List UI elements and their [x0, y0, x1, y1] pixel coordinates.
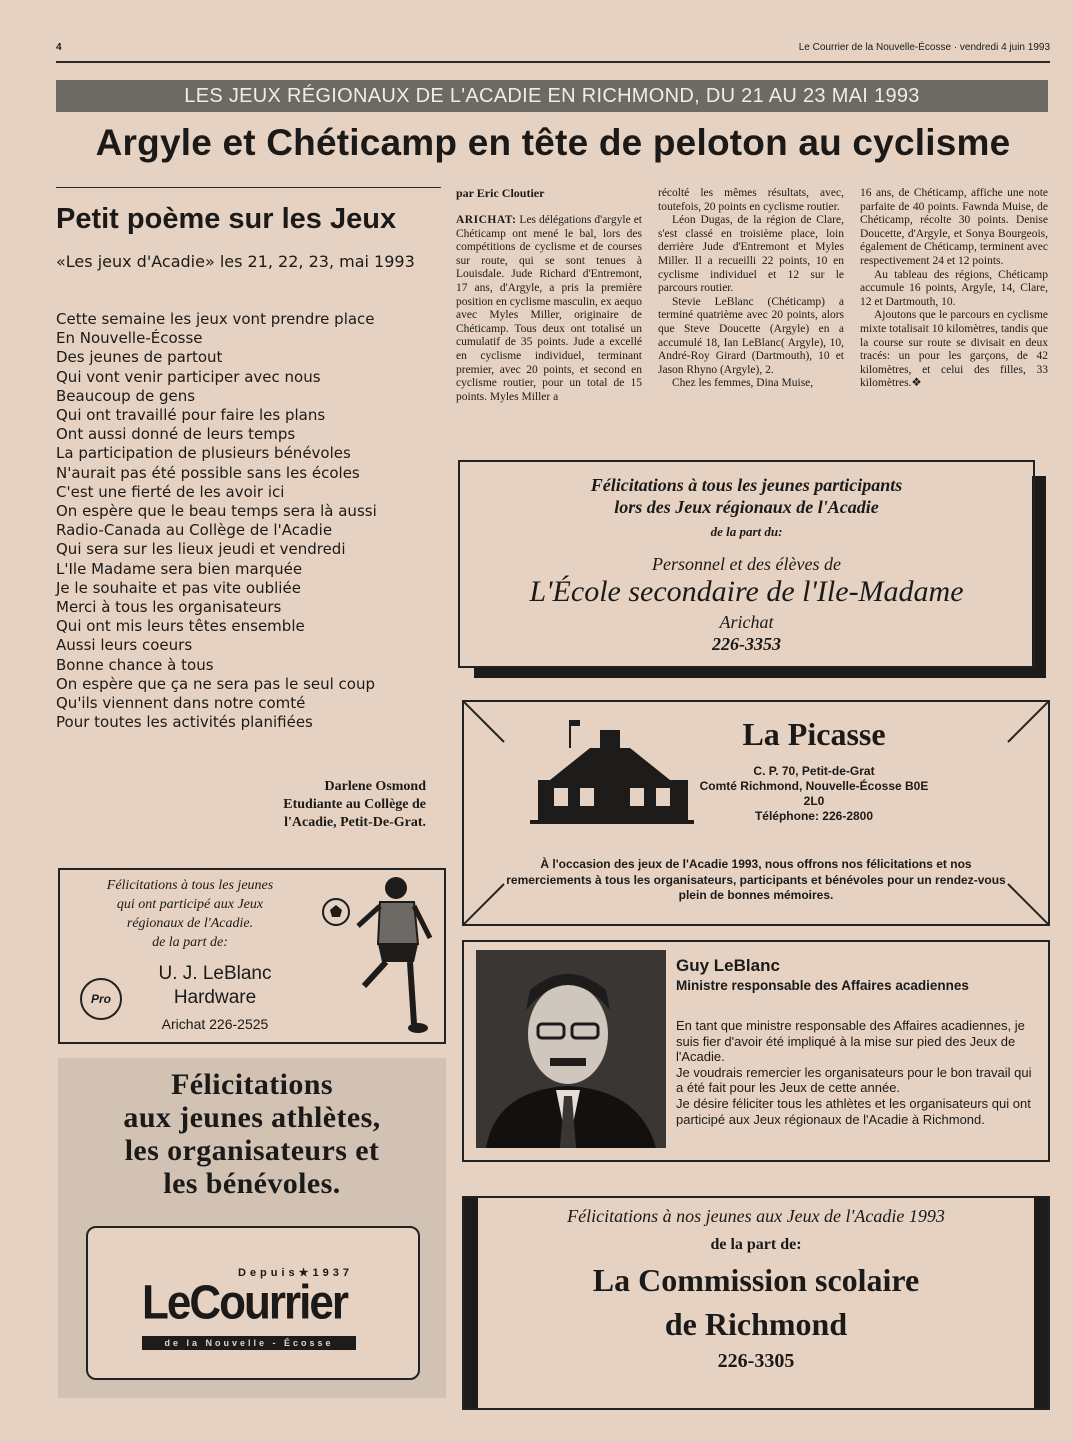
ad-line: aux jeunes athlètes,	[123, 1101, 381, 1134]
ad-person-name: Guy LeBlanc	[676, 956, 780, 975]
poem-line: Pour toutes les activités planifiées	[56, 713, 313, 732]
statement-paragraph: Je voudrais remercier les organisateurs pour le bon travail qui a été fait pour les Jeux de cette année.	[676, 1064, 1032, 1096]
ad-line: Félicitations	[171, 1068, 333, 1101]
page-number: 4	[56, 42, 62, 53]
poem-title: Petit poème sur les Jeux	[56, 203, 397, 235]
poem-line: Ont aussi donné de leurs temps	[56, 425, 296, 444]
poem-body	[56, 310, 446, 732]
ad-from: de la part de:	[710, 1236, 802, 1253]
article-paragraph: Chez les femmes, Dina Muise,	[672, 377, 814, 390]
ad-line: régionaux de l'Acadie.	[126, 916, 254, 931]
poem-line: Merci à tous les organisateurs	[56, 598, 282, 617]
ad-from: de la part du:	[710, 524, 783, 539]
ad-congrats-text	[58, 1068, 446, 1200]
signature-line: Etudiante au Collège de	[283, 797, 426, 812]
address-line: C. P. 70, Petit-de-Grat	[753, 764, 875, 778]
name-line: U. J. LeBlanc	[158, 963, 272, 984]
poem-line: Radio-Canada au Collège de l'Acadie	[56, 521, 333, 540]
ad-la-picasse	[462, 700, 1050, 926]
logo-wordmark: LeCourrier	[142, 1275, 347, 1330]
poem-line: Qui ont mis leurs têtes ensemble	[56, 617, 305, 636]
poem-line: Aussi leurs coeurs	[56, 636, 193, 655]
poem-rule	[56, 187, 441, 188]
headline: Argyle et Chéticamp en tête de peloton au cyclisme	[95, 122, 1011, 163]
soccer-player-icon	[318, 874, 438, 1036]
ad-staff: Personnel et des élèves de	[652, 554, 841, 574]
masthead	[56, 40, 1050, 58]
ad-congrats-text	[460, 474, 1033, 518]
poem-line: L'Ile Madame sera bien marquée	[56, 559, 303, 578]
article-paragraph: Ajoutons que le parcours en cyclisme mixte totalisait 10 kilomètres, tandis que la course sur route se divisait en deux tracés: un pour les garçons, de 42 kilomètres, et celui des filles, 33 kilomètres.❖	[860, 309, 1048, 390]
section-banner: LES JEUX RÉGIONAUX DE L'ACADIE EN RICHMOND, DU 21 AU 23 MAI 1993	[56, 80, 1048, 112]
poem-line: En Nouvelle-Écosse	[56, 329, 203, 348]
logo-subtitle: de la Nouvelle - Écosse	[142, 1336, 356, 1350]
address-line: Comté Richmond, Nouvelle-Écosse B0E 2L0	[699, 779, 929, 808]
house-icon	[530, 720, 694, 826]
article-byline: par Eric Cloutier	[456, 186, 545, 200]
article-column-1	[456, 214, 642, 404]
poem-line: Cette semaine les jeux vont prendre place	[56, 310, 375, 328]
address-line: Téléphone: 226-2800	[754, 809, 874, 823]
ad-business-name: La Picasse	[742, 716, 886, 752]
article-paragraph: Léon Dugas, de la région de Clare, s'est classé en troisième place, loin derrière Jude d'Entremont et Myles Miller. Il a recueilli 22 points, 10 en cyclisme individuel et 12 sur le parcours routier.	[658, 214, 844, 295]
ad-phone: 226-3305	[717, 1350, 795, 1372]
ad-person-title: Ministre responsable des Affaires acadiennes	[676, 978, 969, 993]
poem-line: Bonne chance à tous	[56, 655, 214, 674]
article-column-3	[860, 187, 1048, 391]
poem-line: On espère que le beau temps sera là aussi	[56, 502, 377, 521]
ad-guy-leblanc	[462, 940, 1050, 1162]
poem-line: Des jeunes de partout	[56, 348, 223, 367]
ad-school-name: L'École secondaire de l'Ile-Madame	[529, 575, 964, 608]
article-paragraph: 16 ans, de Chéticamp, affiche une note parfaite de 40 points. Fawnda Muise, de Chéticamp, récolte 30 points. Denise Doucette, d'Argyle, et Sonya Bourgeois, également de Chéticamp, terminent avec respectivement 24 et 12 points.	[860, 187, 1048, 267]
portrait-photo	[476, 950, 666, 1148]
ad-line: de la part de:	[152, 935, 228, 950]
poem-line: Qu'ils viennent dans notre comté	[56, 694, 306, 713]
statement-paragraph: En tant que ministre responsable des Affaires acadiennes, je suis fier d'avoir été impliqué à la mise sur pied des Jeux de l'Acadie.	[676, 1018, 1025, 1065]
poem-line: C'est une fierté de les avoir ici	[56, 482, 285, 501]
portrait-icon	[476, 950, 666, 1148]
poem-line: On espère que ça ne sera pas le seul coup	[56, 674, 376, 693]
ad-phone: Arichat 226-2525	[161, 1016, 269, 1032]
masthead-rule	[56, 61, 1050, 63]
poem-line: Qui ont travaillé pour faire les plans	[56, 406, 326, 425]
poem-line: La participation de plusieurs bénévoles	[56, 444, 351, 463]
ad-line: les organisateurs et	[124, 1134, 380, 1167]
ad-uj-leblanc-hardware	[58, 868, 446, 1044]
ad-line: Félicitations à tous les jeunes	[106, 878, 274, 893]
ad-line: qui ont participé aux Jeux	[116, 897, 264, 912]
article-paragraph: Au tableau des régions, Chéticamp accumule 16 points, Argyle, 14, Clare, 12 et Dartmouth, 10.	[860, 268, 1048, 308]
poem-line: Qui sera sur les lieux jeudi et vendredi	[56, 540, 346, 559]
ad-commission-scolaire	[462, 1196, 1050, 1410]
signature-line: l'Acadie, Petit-De-Grat.	[284, 815, 426, 830]
le-courrier-logo	[86, 1226, 420, 1380]
poem-line: N'aurait pas été possible sans les écoles	[56, 463, 360, 482]
ad-ecole-ile-madame	[458, 460, 1035, 668]
article-paragraph: Stevie LeBlanc (Chéticamp) a terminé quatrième avec 20 points, alors que Steve Doucette (Argyle) en a accumulé 18, Ian LeBlanc( Argyle), 10, André-Roy Girard (Dartmouth), 10 et Jason Rhyno (Argyle), 2.	[658, 295, 844, 376]
ad-organization-name	[464, 1258, 1048, 1346]
article-dateline: ARICHAT:	[456, 214, 517, 226]
ad-address	[694, 764, 934, 824]
pro-logo-icon: Pro	[80, 978, 122, 1020]
ad-line: les bénévoles.	[163, 1167, 341, 1200]
poem-line: Qui vont venir participer avec nous	[56, 367, 321, 386]
signature-line: Darlene Osmond	[324, 779, 426, 794]
poem-signature	[206, 778, 426, 832]
article-text: Les délégations d'argyle et Chéticamp ont mené le bal, lors des compétitions de cyclisme et de courses sur route, qui se sont tenues à Louisdale. Jude Richard d'Entremont, 17 ans, d'Argyle, a pris la première position en cyclisme masculin, ex aequo avec Myles Miller, originaire de Chéticamp. Tous deux ont totalisé un cumulatif de 35 points. Jude a excellé en cyclisme individuel, terminant premier, avec 20 points, et second en cyclisme routier, pour un total de 15 points. Myles Miller a	[456, 214, 642, 403]
poem-line: Beaucoup de gens	[56, 386, 196, 405]
poem-line: Je le souhaite et pas vite oubliée	[56, 578, 301, 597]
org-line: de Richmond	[664, 1306, 848, 1342]
ad-message: À l'occasion des jeux de l'Acadie 1993, nous offrons nos félicitations et nos remerciements à tous les organisateurs, participants et bénévoles pour un rendez-vous plein de bonnes mémoires.	[506, 857, 1006, 902]
ad-congrats-text	[70, 876, 310, 952]
statement-paragraph: Je désire féliciter tous les athlètes et les organisateurs qui ont participé aux Jeux régionaux de l'Acadie à Richmond.	[676, 1095, 1031, 1127]
logo-depuis: Depuis★1937	[238, 1267, 354, 1279]
article-column-2	[658, 187, 844, 391]
ad-statement	[676, 1018, 1040, 1127]
publication-date: Le Courrier de la Nouvelle-Écosse · vendredi 4 juin 1993	[798, 42, 1050, 53]
ad-town: Arichat	[719, 612, 774, 632]
ad-le-courrier	[58, 1058, 446, 1398]
ad-line: lors des Jeux régionaux de l'Acadie	[614, 497, 879, 517]
ad-business-name	[140, 962, 290, 1010]
ad-line: Félicitations à tous les jeunes participants	[590, 475, 903, 495]
ad-congrats-text: Félicitations à nos jeunes aux Jeux de l'Acadie 1993	[567, 1206, 945, 1226]
name-line: Hardware	[173, 987, 257, 1008]
ad-phone: 226-3353	[712, 634, 781, 654]
article-paragraph: récolté les mêmes résultats, avec, toutefois, 20 points en cyclisme routier.	[658, 187, 844, 213]
org-line: La Commission scolaire	[592, 1262, 920, 1298]
poem-subtitle: «Les jeux d'Acadie» les 21, 22, 23, mai 1993	[56, 252, 415, 271]
